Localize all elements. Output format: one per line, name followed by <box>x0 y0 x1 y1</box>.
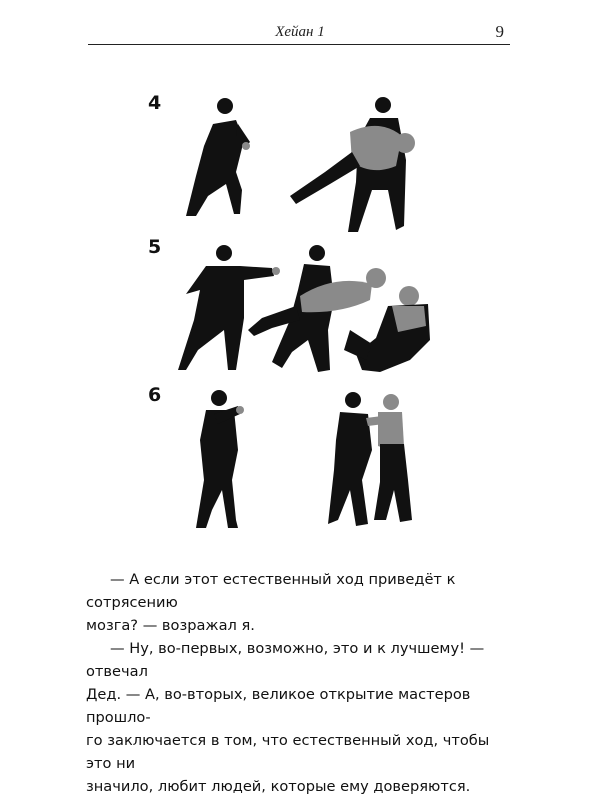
step-number-5: 5 <box>148 236 162 258</box>
step-5-throw-figures <box>248 245 430 372</box>
step-number-4: 4 <box>148 92 162 114</box>
body-text <box>86 568 516 798</box>
text-line: го заключается в том, что естественный ход, чтобы это ни <box>86 732 490 772</box>
text-line: Дед. — А, во-вторых, великое открытие мастеров прошло- <box>86 686 471 726</box>
text-line: мозга? — возражал я. <box>86 617 255 634</box>
step-4-pair-figures <box>290 97 415 232</box>
header-title: Хейан 1 <box>275 24 325 40</box>
page-number: 9 <box>495 22 504 41</box>
text-line: — А если этот естественный ход приведёт к сотрясению <box>86 571 456 611</box>
step-number-6: 6 <box>148 384 162 406</box>
step-6-block-figure <box>196 390 244 528</box>
text-line: значило, любит людей, которые ему доверяются. <box>86 778 471 795</box>
text-line: — Ну, во-первых, возможно, это и к лучшему! — отвечал <box>86 640 485 680</box>
step-6-pair-figures <box>328 392 412 526</box>
step-5-puncher-figure <box>178 245 280 370</box>
step-4-defender-figure <box>186 98 250 216</box>
